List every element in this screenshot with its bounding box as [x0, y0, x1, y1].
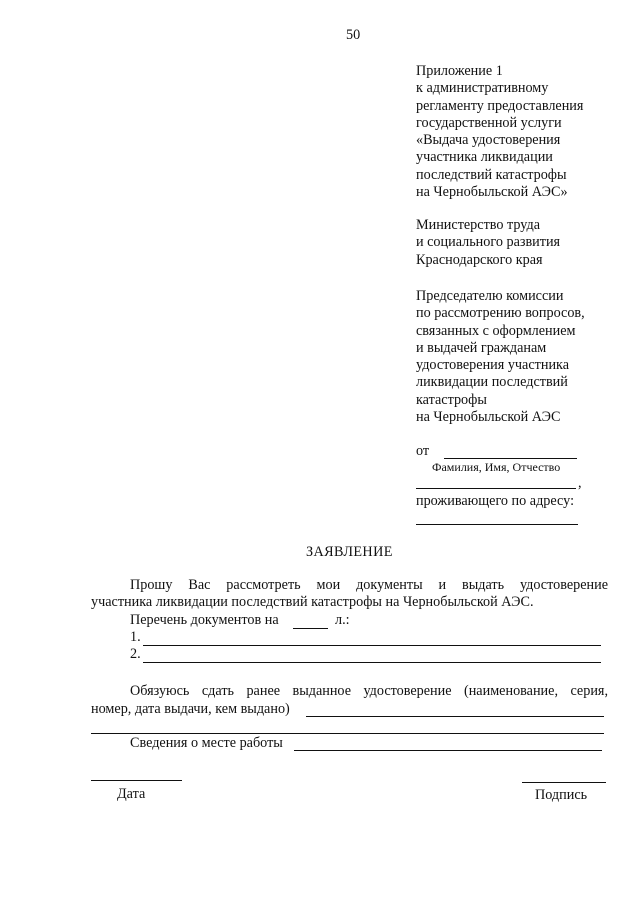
certificate-info-field-2[interactable] — [91, 733, 604, 734]
appendix-line: регламенту предоставления — [416, 97, 584, 114]
docs-suffix: л.: — [335, 612, 350, 628]
doc-item-1-field[interactable] — [143, 645, 601, 646]
appendix-line: к административному — [416, 80, 549, 97]
date-field[interactable] — [91, 780, 182, 781]
appendix-line: на Чернобыльской АЭС» — [416, 184, 568, 201]
signature-field[interactable] — [522, 782, 606, 783]
addressee-block — [416, 288, 585, 426]
ministry-block — [416, 217, 560, 269]
addressee-line: связанных с оформлением — [416, 322, 576, 339]
addressee-line: ликвидации последствий — [416, 374, 568, 391]
doc-item-1-number: 1. — [130, 629, 141, 645]
appendix-line: последствий катастрофы — [416, 166, 567, 183]
addressee-line: по рассмотрению вопросов, — [416, 305, 585, 322]
ministry-line: и социального развития — [416, 234, 561, 251]
residing-label: проживающего по адресу: — [416, 493, 575, 509]
name-caption: Фамилия, Имя, Отчество — [432, 460, 561, 474]
obligation-line-1: Обязуюсь сдать ранее выданное удостоверение (наименование, серия, — [130, 683, 608, 699]
addressee-line: катастрофы — [416, 391, 487, 408]
ministry-line: Министерство труда — [416, 217, 541, 233]
appendix-block — [416, 63, 583, 201]
work-label: Сведения о месте работы — [130, 735, 283, 751]
appendix-line: Приложение 1 — [416, 63, 503, 79]
appendix-line: государственной услуги — [416, 114, 562, 131]
comma: , — [578, 475, 582, 491]
document-title: ЗАЯВЛЕНИЕ — [306, 544, 393, 560]
doc-item-2-number: 2. — [130, 646, 141, 662]
addressee-line: Председателю комиссии — [416, 288, 564, 304]
page-number: 50 — [346, 27, 361, 43]
doc-item-2-field[interactable] — [143, 662, 601, 663]
from-label: от — [416, 443, 430, 459]
address-field[interactable] — [416, 524, 578, 525]
request-line-1: Прошу Вас рассмотреть мои документы и выдать удостоверение — [130, 577, 608, 593]
applicant-name-field[interactable] — [444, 458, 577, 459]
sheet-count-field[interactable] — [293, 628, 328, 629]
addressee-line: и выдачей гражданам — [416, 339, 547, 356]
ministry-line: Краснодарского края — [416, 251, 543, 268]
addressee-line: удостоверения участника — [416, 357, 570, 374]
obligation-line-2: номер, дата выдачи, кем выдано) — [91, 701, 290, 717]
date-label: Дата — [117, 786, 146, 802]
request-line-2: участника ликвидации последствий катастрофы на Чернобыльской АЭС. — [91, 594, 534, 610]
docs-prefix: Перечень документов на — [130, 612, 279, 628]
appendix-line: «Выдача удостоверения — [416, 132, 561, 149]
work-field[interactable] — [294, 750, 602, 751]
signature-label: Подпись — [535, 787, 588, 803]
applicant-name-field-2[interactable] — [416, 488, 576, 489]
addressee-line: на Чернобыльской АЭС — [416, 409, 561, 426]
certificate-info-field[interactable] — [306, 716, 604, 717]
appendix-line: участника ликвидации — [416, 149, 553, 166]
